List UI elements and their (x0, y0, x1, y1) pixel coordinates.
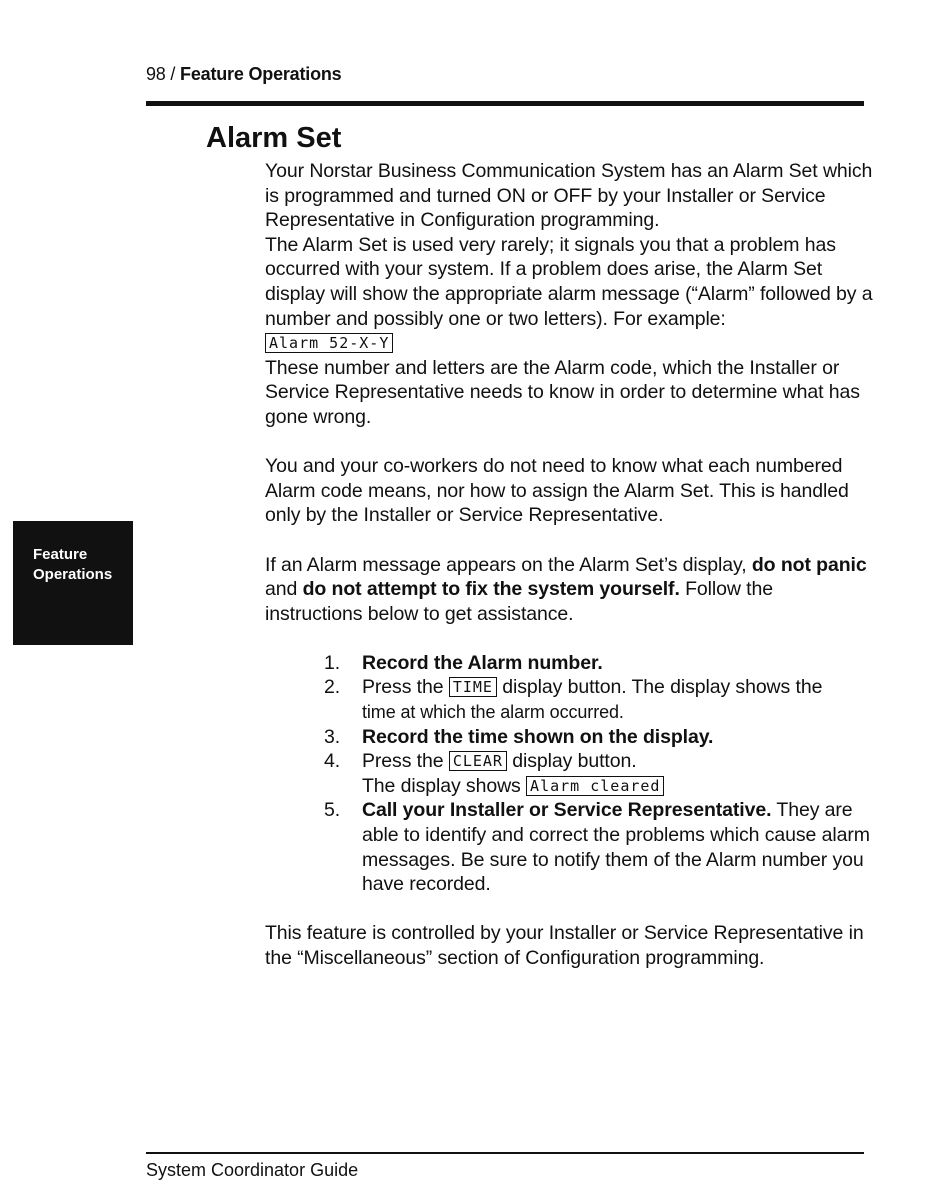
section-tab-line2: Operations (33, 566, 113, 583)
warning-paragraph (265, 553, 875, 627)
page-number: 98 / (146, 64, 176, 84)
warning-mid: and (265, 578, 298, 601)
alarm-cleared-display: Alarm cleared (526, 776, 664, 796)
step-text: They are able to identify and correct the problems which cause alarm messages. Be sure to notify them of the Alarm number you have recorded. (362, 799, 870, 896)
list-item (324, 725, 875, 750)
step-text: time at which the alarm occurred. (362, 702, 624, 723)
step-text: Press the (362, 676, 444, 699)
step-text: display button. The display shows the (502, 676, 823, 699)
intro-paragraph-3: These number and letters are the Alarm code, which the Installer or Service Representative needs to know in order to determine what has gone wrong. (265, 356, 860, 428)
page-footer: System Coordinator Guide (146, 1160, 359, 1180)
section-name: Feature Operations (180, 64, 342, 84)
main-content (265, 159, 875, 971)
step-bold: Call your Installer or Service Representative. (362, 799, 772, 822)
step-bold: Record the time shown on the display. (362, 725, 714, 748)
warning-pre: If an Alarm message appears on the Alarm Set’s display, (265, 553, 747, 576)
time-display-button: TIME (449, 677, 497, 697)
steps-list (265, 651, 875, 897)
intro-paragraph-1: Your Norstar Business Communication System has an Alarm Set which is programmed and turned ON or OFF by your Installer or Service Representative in Configuration programming. (265, 160, 873, 232)
list-item (324, 798, 875, 896)
step-number: 2. (324, 676, 341, 699)
example-alarm-display: Alarm 52-X-Y (265, 333, 393, 353)
warning-post: Follow the instructions below to get assistance. (265, 578, 773, 625)
step-number: 3. (324, 725, 341, 748)
closing-paragraph: This feature is controlled by your Installer or Service Representative in the “Miscellaneous” section of Configuration programming. (265, 922, 864, 969)
section-tab-line1: Feature (33, 546, 88, 563)
page-title: Alarm Set (206, 122, 342, 154)
warning-bold-1: do not panic (751, 553, 867, 576)
step-text: Press the (362, 750, 444, 773)
clear-display-button: CLEAR (449, 751, 507, 771)
coworkers-paragraph: You and your co-workers do not need to know what each numbered Alarm code means, nor how to assign the Alarm Set. This is handled only by the Installer or Service Representative. (265, 455, 849, 527)
example-display-line (265, 331, 875, 356)
warning-bold-2: do not attempt to fix the system yourself. (302, 578, 680, 601)
list-item (324, 749, 875, 798)
header-rule (146, 101, 864, 106)
footer-rule (146, 1152, 864, 1154)
step-bold: Record the Alarm number. (362, 651, 603, 674)
intro-paragraph-2: The Alarm Set is used very rarely; it signals you that a problem has occurred with your system. If a problem does arise, the Alarm Set display will show the appropriate alarm message (“Alarm” followed by a number and possibly one or two letters). For example: (265, 233, 873, 330)
page-header (146, 64, 342, 85)
section-tab (13, 521, 133, 645)
step-number: 4. (324, 750, 341, 773)
step-number: 5. (324, 799, 341, 822)
step-text: The display shows (362, 774, 521, 797)
list-item (324, 651, 875, 676)
step-text: display button. (512, 750, 637, 773)
list-item (324, 675, 875, 724)
step-number: 1. (324, 651, 341, 674)
